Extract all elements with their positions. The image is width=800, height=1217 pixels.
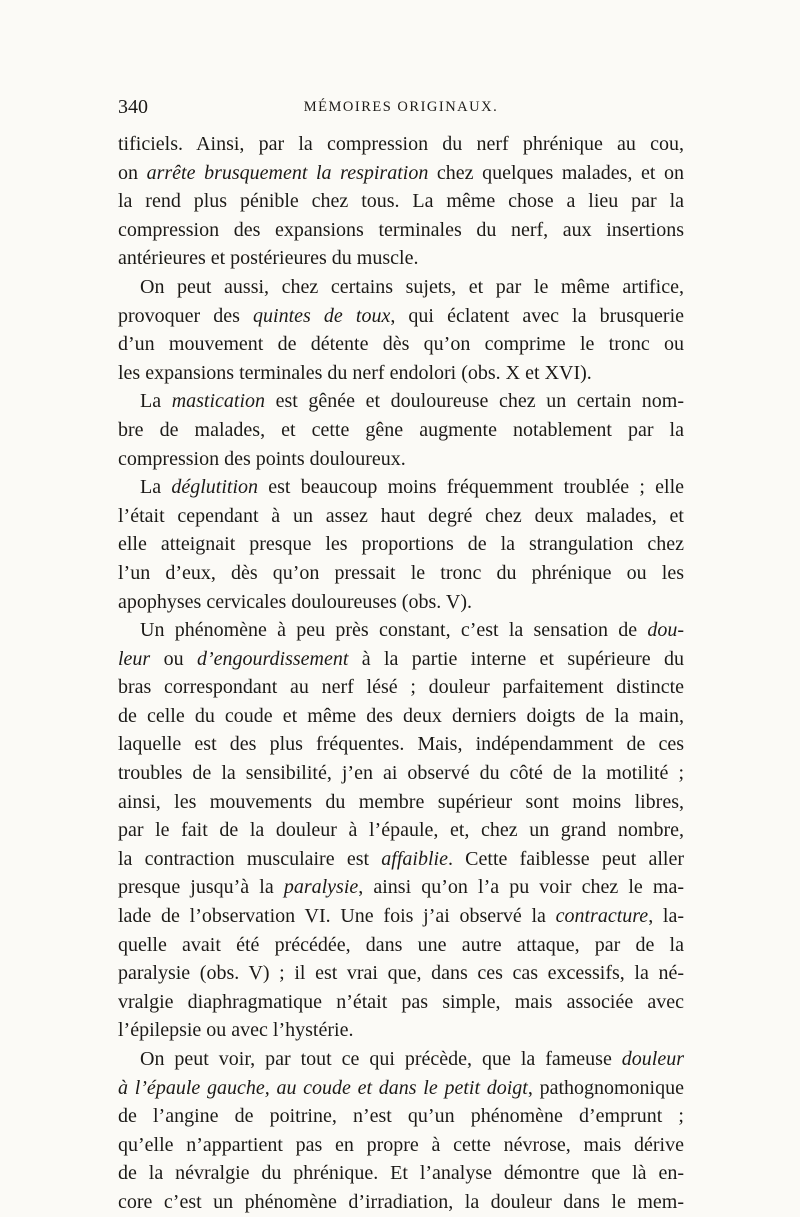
- italic-text: paralysie: [283, 876, 359, 899]
- text-line: [118, 1045, 684, 1074]
- running-title: MÉMOIRES ORIGINAUX.: [303, 99, 499, 115]
- text-segment: qu’elle n’appartient pas en propre à cette névrose, mais dérive: [118, 1133, 684, 1156]
- text-segment: l’épilepsie ou avec l’hystérie.: [118, 1019, 354, 1042]
- text-segment: paralysie (obs. V) ; il est vrai que, dans ces cas excessifs, la né-: [118, 962, 684, 985]
- text-line: [118, 645, 684, 674]
- text-segment: antérieures et postérieures du muscle.: [118, 247, 419, 270]
- text-line: [118, 1102, 684, 1131]
- text-segment: troubles de la sensibilité, j’en ai observé du côté de la motilité ;: [118, 762, 684, 785]
- text-line: [118, 1074, 684, 1103]
- text-segment: les expansions terminales du nerf endolori (obs. X et XVI).: [118, 361, 592, 384]
- text-segment: tificiels. Ainsi, par la compression du nerf phrénique au cou,: [118, 133, 684, 155]
- italic-text: quintes de toux: [253, 304, 391, 327]
- italic-text: dou-: [647, 619, 684, 642]
- italic-text: d’engourdissement: [196, 647, 349, 670]
- text-line: [118, 445, 684, 474]
- text-line: [118, 130, 684, 159]
- text-segment: l’un d’eux, dès qu’on pressait le tronc du phrénique ou les: [118, 561, 684, 584]
- italic-text: à l’épaule gauche, au coude et dans le petit doigt: [118, 1076, 528, 1099]
- text-line: [118, 959, 684, 988]
- text-segment: d’un mouvement de détente dès qu’on comprime le tronc ou: [118, 333, 684, 356]
- text-segment: , pathognomonique: [527, 1076, 684, 1099]
- text-line: [118, 816, 684, 845]
- text-line: [118, 873, 684, 902]
- text-line: [118, 730, 684, 759]
- text-segment: La: [140, 390, 172, 413]
- text-line: [118, 702, 684, 731]
- italic-text: arrête brusquement la respiration: [146, 161, 429, 184]
- italic-text: déglutition: [171, 476, 259, 499]
- text-line: [118, 416, 684, 445]
- text-line: [118, 1131, 684, 1160]
- text-segment: , ainsi qu’on l’a pu voir chez le ma-: [358, 876, 684, 899]
- text-segment: bre de malades, et cette gêne augmente notablement par la: [118, 418, 684, 441]
- text-segment: ou: [150, 647, 197, 670]
- text-line: [118, 673, 684, 702]
- text-segment: ainsi, les mouvements du membre supérieur sont moins libres,: [118, 790, 684, 813]
- text-line: [118, 1159, 684, 1188]
- text-segment: vralgie diaphragmatique n’était pas simple, mais associée avec: [118, 990, 684, 1013]
- text-line: [118, 988, 684, 1017]
- text-segment: de l’angine de poitrine, n’est qu’un phénomène d’emprunt ;: [118, 1105, 684, 1128]
- text-segment: On peut voir, par tout ce qui précède, que la fameuse: [140, 1048, 622, 1070]
- text-segment: elle atteignait presque les proportions de la strangulation chez: [118, 533, 684, 556]
- text-line: [118, 187, 684, 216]
- text-segment: Un phénomène à peu près constant, c’est la sensation de: [140, 619, 648, 642]
- text-line: [118, 616, 684, 645]
- text-line: [118, 1188, 684, 1217]
- italic-text: leur: [118, 647, 151, 670]
- text-segment: laquelle est des plus fréquentes. Mais, indépendamment de ces: [118, 733, 684, 756]
- text-segment: l’était cependant à un assez haut degré chez deux malades, et: [118, 504, 684, 527]
- text-line: [118, 588, 684, 617]
- text-segment: par le fait de la douleur à l’épaule, et, chez un grand nombre,: [118, 819, 684, 842]
- text-line: [118, 244, 684, 273]
- text-line: [118, 1016, 684, 1045]
- italic-text: mastication: [171, 390, 266, 413]
- text-segment: provoquer des: [118, 304, 254, 327]
- text-segment: la contraction musculaire est: [118, 847, 382, 870]
- text-line: [118, 302, 684, 331]
- italic-text: douleur: [621, 1048, 684, 1070]
- body-text: [118, 130, 684, 1217]
- text-line: [118, 216, 684, 245]
- text-segment: chez quelques malades, et on: [428, 161, 685, 184]
- text-line: [118, 845, 684, 874]
- text-line: [118, 330, 684, 359]
- text-segment: La: [140, 476, 172, 499]
- text-segment: on: [118, 161, 147, 184]
- text-line: [118, 902, 684, 931]
- text-line: [118, 359, 684, 388]
- text-line: [118, 759, 684, 788]
- text-line: [118, 473, 684, 502]
- text-segment: lade de l’observation VI. Une fois j’ai observé la: [118, 905, 556, 928]
- text-line: [118, 387, 684, 416]
- page-header: [118, 96, 684, 126]
- text-line: [118, 159, 684, 188]
- text-segment: . Cette faiblesse peut aller: [447, 847, 685, 870]
- text-segment: quelle avait été précédée, dans une autre attaque, par de la: [118, 933, 684, 956]
- text-segment: la rend plus pénible chez tous. La même chose a lieu par la: [118, 190, 684, 213]
- text-segment: compression des points douloureux.: [118, 447, 406, 470]
- page-number: 340: [118, 96, 148, 118]
- text-segment: est gênée et douloureuse chez un certain nom-: [265, 390, 684, 413]
- text-line: [118, 788, 684, 817]
- text-segment: de la névralgie du phrénique. Et l’analyse démontre que là en-: [118, 1162, 684, 1185]
- text-line: [118, 530, 684, 559]
- text-segment: , qui éclatent avec la brusquerie: [390, 304, 685, 327]
- text-segment: est beaucoup moins fréquemment troublée ; elle: [258, 476, 684, 499]
- text-line: [118, 931, 684, 960]
- text-line: [118, 273, 684, 302]
- italic-text: affaiblie: [381, 847, 448, 870]
- text-segment: presque jusqu’à la: [118, 876, 284, 899]
- text-segment: bras correspondant au nerf lésé ; douleur parfaitement distincte: [118, 676, 684, 699]
- text-segment: à la partie interne et supérieure du: [348, 647, 684, 670]
- text-segment: compression des expansions terminales du nerf, aux insertions: [118, 218, 684, 241]
- italic-text: contracture: [555, 905, 649, 928]
- text-segment: On peut aussi, chez certains sujets, et par le même artifice,: [140, 275, 684, 298]
- text-line: [118, 502, 684, 531]
- text-segment: de celle du coude et même des deux derniers doigts de la main,: [118, 704, 684, 727]
- text-segment: , la-: [648, 905, 685, 928]
- text-segment: core c’est un phénomène d’irradiation, la douleur dans le mem-: [118, 1190, 684, 1213]
- text-segment: apophyses cervicales douloureuses (obs. V).: [118, 590, 472, 613]
- text-line: [118, 559, 684, 588]
